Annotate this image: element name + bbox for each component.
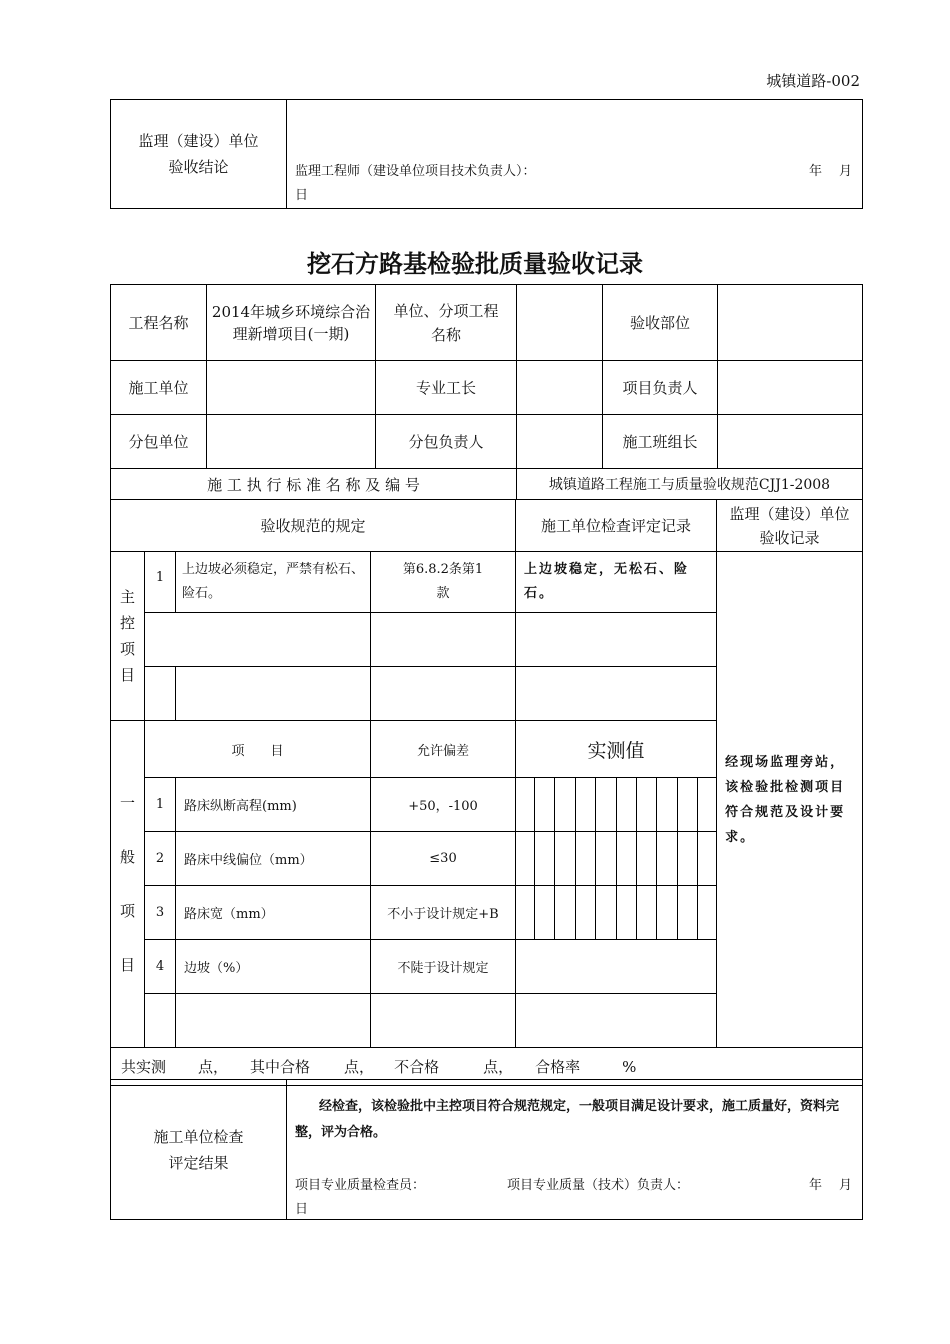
result-date-year: 年 [809,1178,823,1193]
supervisor-conclusion: 经现场监理旁站，该检验批检测项目符合规范及设计要求。 [717,552,863,1048]
top-supervisor-box [110,99,863,209]
summary-total: 共实测 [121,1058,167,1076]
general-empty-tol [371,994,516,1048]
main-item-empty-2d [516,667,717,721]
result-date-month: 月 [839,1178,853,1193]
supervisor-date-month: 月 [839,164,853,179]
main-item-empty-1a [145,613,371,667]
team-value [718,415,863,469]
general-item-no: 4 [145,940,176,994]
accept-part-label-cell: 验收部位 [603,285,718,361]
supervisor-label: 监理（建设）单位 验收结论 [111,100,287,209]
main-item-empty-1b [371,613,516,667]
general-item-tol: 不陡于设计规定 [371,940,516,994]
general-item-tol: +50，-100 [371,778,516,832]
general-label [111,721,145,1048]
general-item-name: 边坡（%） [176,940,371,994]
result-inspector: 项目专业质量检查员： [295,1178,426,1193]
std-label: 施 工 执 行 标 准 名 称 及 编 号 [111,469,517,500]
general-head-item: 项 目 [145,721,371,778]
supervisor-sign-text: 监理工程师（建设单位项目技术负责人）： [295,164,536,179]
document-code: 城镇道路-002 [766,72,860,90]
main-item-empty-2c [371,667,516,721]
main-item-empty-2a [145,667,176,721]
result-cell [287,1080,863,1220]
general-head-measured: 实测值 [516,721,717,778]
main-item-empty-2b [176,667,371,721]
main-control-label-text: 主控项目 [120,588,136,684]
page-title: 挖石方路基检验批质量验收记录 [307,250,643,278]
unit-label-cell: 单位、分项工程名称 [376,285,517,361]
main-item-record: 上边坡稳定，无松石、险石。 [516,552,717,613]
general-item-no: 3 [145,886,176,940]
general-item-tol: 不小于设计规定+B [371,886,516,940]
general-item-no: 1 [145,778,176,832]
main-item-empty-1c [516,613,717,667]
supervisor-sign-cell [287,100,863,209]
accept-part-value-cell [718,285,863,361]
general-head-tol: 允许偏差 [371,721,516,778]
foreman-label: 专业工长 [376,361,517,415]
summary-p2: 点， [344,1058,375,1076]
main-item-no: 1 [145,552,176,613]
project-name-label-cell: 工程名称 [111,285,207,361]
general-item-no: 2 [145,832,176,886]
foreman-value [517,361,603,415]
general-empty-name [176,994,371,1048]
supervisor-date-year: 年 [809,164,823,179]
general-empty-measured [516,994,717,1048]
general-empty-no [145,994,176,1048]
summary-fail: 不合格 [394,1058,440,1076]
bottom-result-box [110,1079,863,1220]
project-name-value-cell: 2014年城乡环境综合治理新增项目(一期) [207,285,376,361]
header-table [110,284,863,500]
summary-rate: 合格率 [535,1058,581,1076]
supervisor-date-day: 日 [295,188,309,203]
result-tech-head: 项目专业质量（技术）负责人： [507,1178,690,1193]
general-item-name: 路床中线偏位（mm） [176,832,371,886]
std-value: 城镇道路工程施工与质量验收规范CJJ1-2008 [517,469,863,500]
summary-pct: % [622,1058,637,1076]
pm-label: 项目负责人 [603,361,718,415]
general-item-measured-empty [516,940,717,994]
col-spec: 验收规范的规定 [111,500,516,552]
construct-unit-value [207,361,376,415]
general-item-name: 路床纵断高程(mm) [176,778,371,832]
construct-unit-label: 施工单位 [111,361,207,415]
main-item-content: 上边坡必须稳定，严禁有松石、险石。 [176,552,371,613]
general-item-name: 路床宽（mm） [176,886,371,940]
general-item-tol: ≤30 [371,832,516,886]
general-label-text: 一般项目 [120,794,136,974]
result-date-day: 日 [295,1202,309,1217]
result-conclusion: 经检查，该检验批中主控项目符合规范规定，一般项目满足设计要求，施工质量好，资料完整，评为合格。 [295,1099,840,1140]
main-item-clause: 第6.8.2条第1款 [371,552,516,613]
main-control-label [111,552,145,721]
summary-p3: 点， [483,1058,514,1076]
pm-value [718,361,863,415]
sub-unit-label: 分包单位 [111,415,207,469]
body-table [110,499,863,1086]
sub-pm-label: 分包负责人 [376,415,517,469]
unit-value-cell [517,285,603,361]
sub-pm-value [517,415,603,469]
summary-pass: 其中合格 [250,1058,311,1076]
summary-p1: 点， [198,1058,229,1076]
col-construct-record: 施工单位检查评定记录 [516,500,717,552]
col-supervisor-record: 监理（建设）单位验收记录 [717,500,863,552]
team-label: 施工班组长 [603,415,718,469]
result-label: 施工单位检查 评定结果 [111,1080,287,1220]
sub-unit-value [207,415,376,469]
